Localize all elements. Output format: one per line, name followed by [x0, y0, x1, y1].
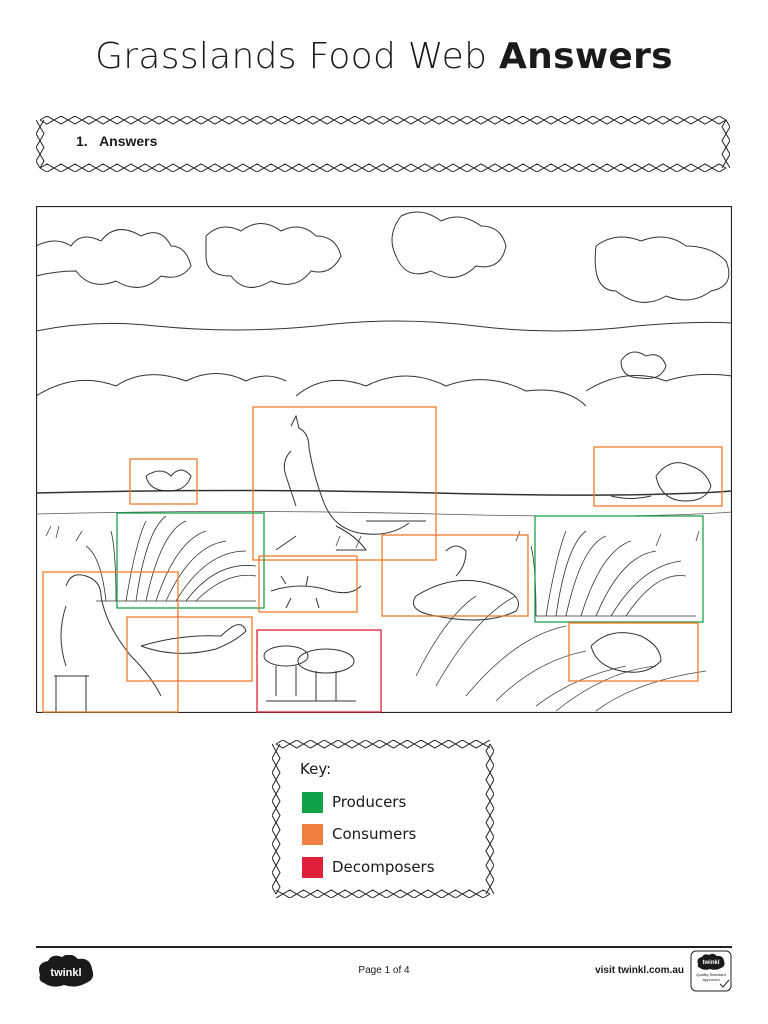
key-item-decomposers — [302, 856, 435, 878]
question-label — [76, 133, 157, 149]
producers-swatch — [302, 792, 323, 813]
key-item-consumers — [302, 823, 416, 845]
quality-badge-icon — [690, 950, 732, 992]
badge-line1: Quality Standard — [696, 972, 726, 977]
question-text: Answers — [99, 133, 158, 149]
page-number: Page 1 of 4 — [358, 965, 410, 976]
badge-top-text: twinkl — [702, 960, 720, 966]
logo-text: twinkl — [50, 967, 82, 979]
visit-link[interactable]: visit twinkl.com.au — [595, 965, 684, 976]
page-title-bold: Answers — [499, 36, 673, 77]
key-label: Consumers — [332, 825, 417, 843]
badge-line2: Approved — [702, 977, 720, 982]
grassland-scene — [36, 206, 732, 713]
key-title: Key: — [300, 760, 332, 778]
key-item-producers — [302, 791, 406, 813]
page-title — [0, 36, 768, 77]
question-number: 1. — [76, 133, 88, 149]
key-label: Decomposers — [332, 858, 435, 876]
decomposers-swatch — [302, 857, 323, 878]
consumers-swatch — [302, 824, 323, 845]
page-title-main: Grasslands Food Web — [95, 36, 488, 77]
key-label: Producers — [332, 793, 407, 811]
footer-divider — [36, 946, 732, 948]
